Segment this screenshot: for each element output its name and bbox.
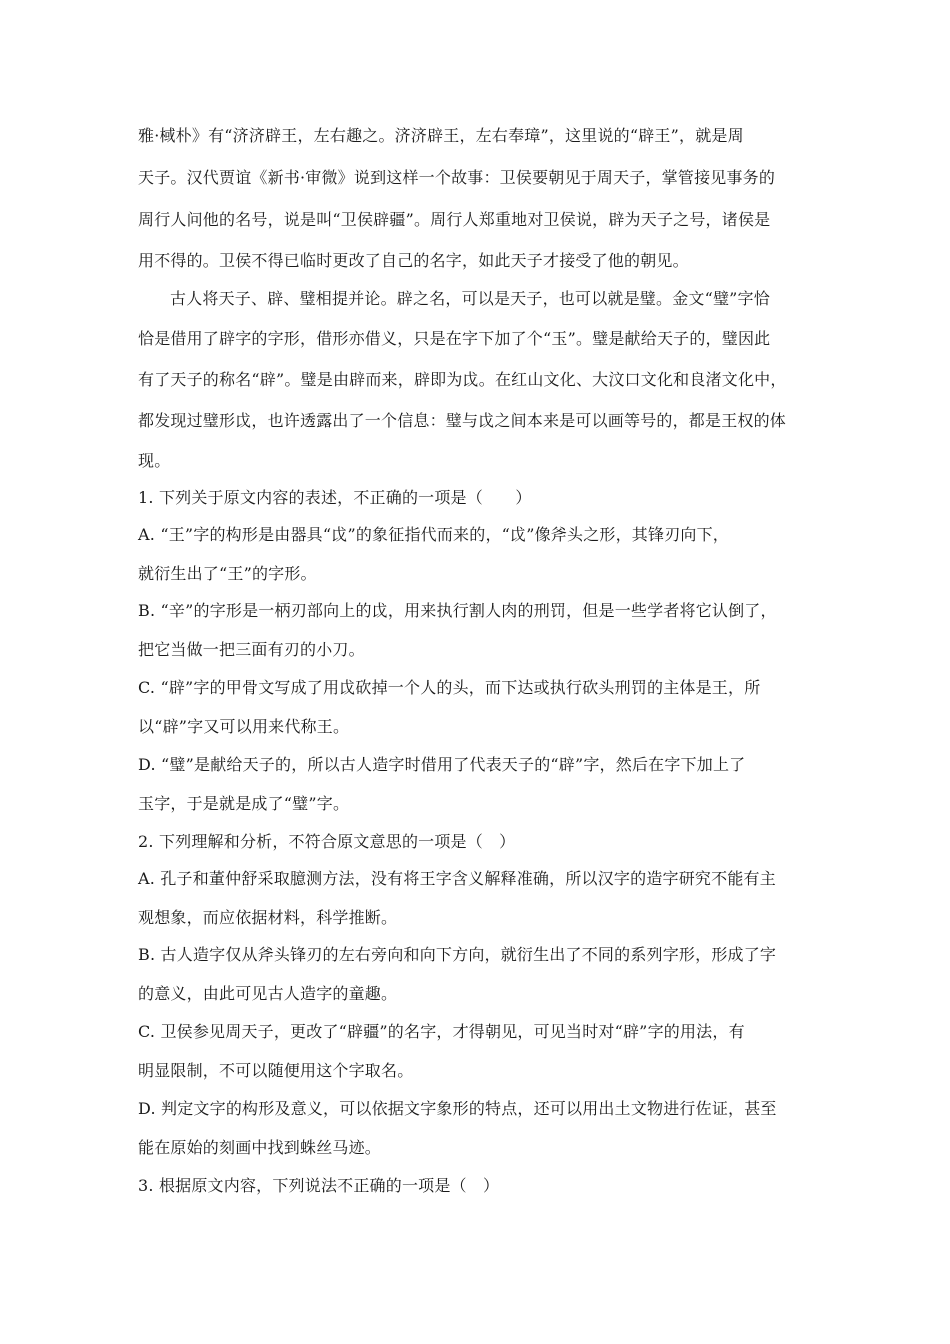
option-b: B. 古人造字仅从斧头锋刃的左右旁向和向下方向，就衍生出了不同的系列字形，形成了字 (138, 945, 777, 964)
option-c: 明显限制，不可以随便用这个字取名。 (138, 1061, 414, 1080)
option-d: 能在原始的刻画中找到蛛丝马迹。 (138, 1138, 382, 1157)
option-c: C. 卫侯参见周天子，更改了“辟疆”的名字，才得朝见，可见当时对“辟”字的用法，有 (138, 1022, 745, 1041)
passage-line: 用不得的。卫侯不得已临时更改了自己的名字，如此天子才接受了他的朝见。 (138, 251, 689, 270)
option-d: D. 判定文字的构形及意义，可以依据文字象形的特点，还可以用出土文物进行佐证，甚至 (138, 1099, 777, 1118)
option-a: 观想象，而应依据材料，科学推断。 (138, 908, 398, 927)
passage-line: 有了天子的称名“辟”。璧是由辟而来，辟即为戉。在红山文化、大汶口文化和良渚文化中， (138, 370, 787, 389)
question-stem: 2. 下列理解和分析，不符合原文意思的一项是（ ） (138, 832, 516, 851)
option-b: 把它当做一把三面有刃的小刀。 (138, 640, 365, 659)
passage-line: 雅·棫朴》有“济济辟王，左右趣之。济济辟王，左右奉璋”，这里说的“辟王”，就是周 (138, 126, 744, 145)
option-a: A. 孔子和董仲舒采取臆测方法，没有将王字含义解释准确，所以汉字的造字研究不能有主 (138, 869, 776, 888)
option-a: A. “王”字的构形是由器具“戉”的象征指代而来的，“戉”像斧头之形，其锋刃向下， (138, 525, 730, 544)
option-d: 玉字，于是就是成了“璧”字。 (138, 794, 350, 813)
question-stem: 1. 下列关于原文内容的表述，不正确的一项是（ ） (138, 488, 532, 507)
option-b: 的意义，由此可见古人造字的童趣。 (138, 984, 398, 1003)
passage-line: 古人将天子、辟、璧相提并论。辟之名，可以是天子，也可以就是璧。金文“璧”字恰 (170, 289, 770, 308)
passage-line: 都发现过璧形戉，也许透露出了一个信息：璧与戉之间本来是可以画等号的，都是王权的体 (138, 411, 787, 430)
passage-line: 天子。汉代贾谊《新书·审微》说到这样一个故事：卫侯要朝见于周天子，掌管接见事务的 (138, 168, 776, 187)
option-c: 以“辟”字又可以用来代称王。 (138, 717, 350, 736)
option-a: 就衍生出了“王”的字形。 (138, 564, 317, 583)
passage-line: 周行人问他的名号，说是叫“卫侯辟疆”。周行人郑重地对卫侯说，辟为天子之号，诸侯是 (138, 210, 771, 229)
option-d: D. “璧”是献给天子的，所以古人造字时借用了代表天子的“辟”字，然后在字下加上了 (138, 755, 746, 774)
question-stem: 3. 根据原文内容，下列说法不正确的一项是（ ） (138, 1176, 500, 1195)
option-c: C. “辟”字的甲骨文写成了用戉砍掉一个人的头，而下达或执行砍头刑罚的主体是王，所 (138, 678, 761, 697)
passage-line: 恰是借用了辟字的字形，借形亦借义，只是在字下加了个“玉”。璧是献给天子的，璧因此 (138, 329, 771, 348)
option-b: B. “辛”的字形是一柄刃部向上的戉，用来执行割人肉的刑罚，但是一些学者将它认倒了， (138, 601, 777, 620)
passage-line: 现。 (138, 451, 171, 470)
